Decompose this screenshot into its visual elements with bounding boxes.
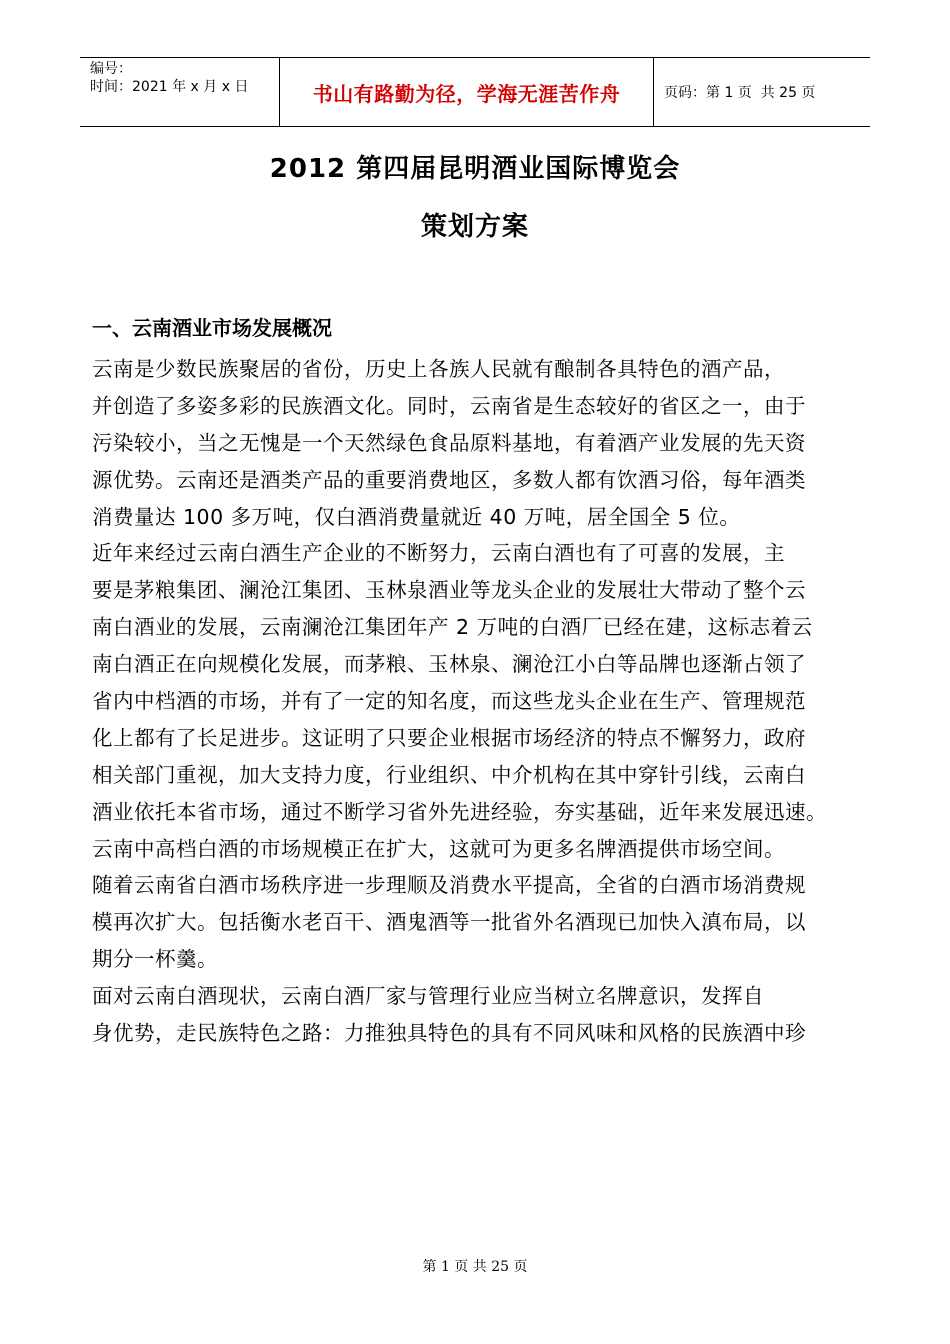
text-line: 要是茅粮集团、澜沧江集团、玉林泉酒业等龙头企业的发展壮大带动了整个云	[92, 578, 806, 603]
text-line: 相关部门重视，加大支持力度，行业组织、中介机构在其中穿针引线，云南白	[92, 762, 806, 787]
text-line: 模再次扩大。包括衡水老百干、酒鬼酒等一批省外名酒现已加快入滇布局，以	[92, 910, 806, 935]
header-meta	[80, 58, 280, 126]
text-line: 南白酒正在向规模化发展，而茅粮、玉林泉、澜沧江小白等品牌也逐渐占领了	[92, 652, 806, 677]
body-text	[92, 351, 862, 1052]
text-line: 云南是少数民族聚居的省份，历史上各族人民就有酿制各具特色的酒产品，	[92, 357, 785, 381]
text-line: 化上都有了长足进步。这证明了只要企业根据市场经济的特点不懈努力，政府	[92, 725, 806, 750]
text-line: 源优势。云南还是酒类产品的重要消费地区，多数人都有饮酒习俗，每年酒类	[92, 467, 806, 492]
document-subtitle: 策划方案	[420, 212, 529, 242]
text-line: 并创造了多姿多彩的民族酒文化。同时，云南省是生态较好的省区之一，由于	[92, 393, 806, 418]
text-line: 污染较小，当之无愧是一个天然绿色食品原料基地，有着酒产业发展的先天资	[92, 430, 806, 455]
section-heading: 一、云南酒业市场发展概况	[92, 316, 332, 340]
page-header	[80, 57, 870, 127]
text-line: 期分一杯羹。	[92, 947, 218, 972]
header-number-label: 编号：	[90, 61, 132, 77]
text-line: 近年来经过云南白酒生产企业的不断努力，云南白酒也有了可喜的发展，主	[92, 541, 785, 566]
header-motto: 书山有路勤为径，学海无涯苦作舟	[280, 58, 654, 126]
text-line: 酒业依托本省市场，通过不断学习省外先进经验，夯实基础，近年来发展迅速。	[92, 799, 827, 824]
text-line: 随着云南省白酒市场秩序进一步理顺及消费水平提高，全省的白酒市场消费规	[92, 873, 806, 898]
text-line: 身优势，走民族特色之路：力推独具特色的具有不同风味和风格的民族酒中珍	[92, 1021, 806, 1046]
header-page-code: 页码：第 1 页 共 25 页	[664, 85, 816, 101]
text-line: 南白酒业的发展，云南澜沧江集团年产 2 万吨的白酒厂已经在建，这标志着云	[92, 615, 813, 640]
document-title: 2012 第四届昆明酒业国际博览会	[269, 154, 681, 184]
text-line: 省内中档酒的市场，并有了一定的知名度，而这些龙头企业在生产、管理规范	[92, 689, 806, 714]
text-line: 云南中高档白酒的市场规模正在扩大，这就可为更多名牌酒提供市场空间。	[92, 836, 785, 861]
text-line: 消费量达 100 多万吨，仅白酒消费量就近 40 万吨，居全国全 5 位。	[92, 504, 741, 529]
header-time-label: 时间：2021 年 x 月 x 日	[90, 79, 249, 95]
page-footer: 第 1 页 共 25 页	[422, 1259, 528, 1275]
text-line: 面对云南白酒现状，云南白酒厂家与管理行业应当树立名牌意识，发挥自	[92, 984, 764, 1009]
